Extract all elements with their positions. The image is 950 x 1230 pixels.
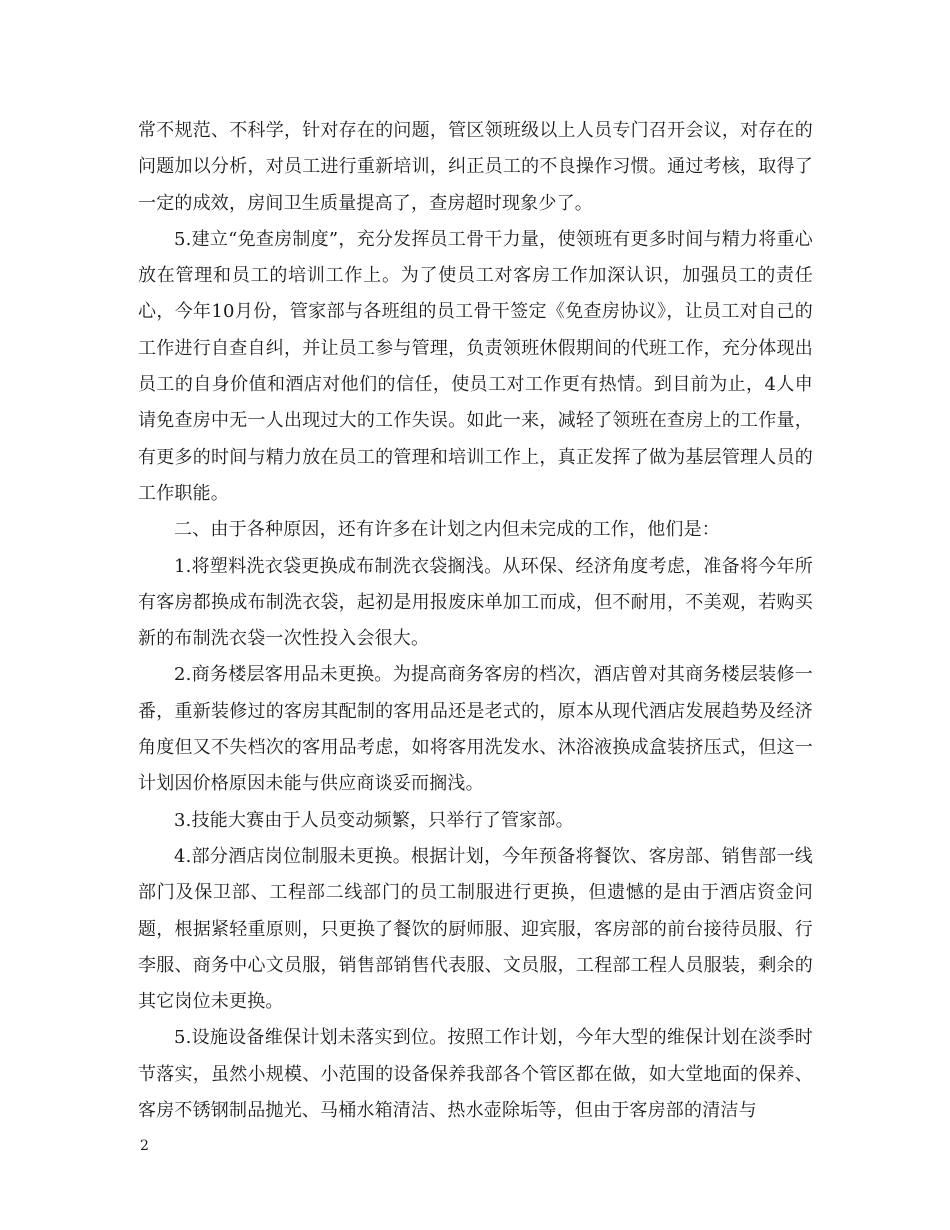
paragraph-item-3-skills-contest: 3.技能大赛由于人员变动频繁，只举行了管家部。	[174, 809, 574, 831]
paragraph-item-2-amenities: 2.商务楼层客用品未更换。为提高商务客房的档次，酒店曾对其商务楼层装修一番，重新装修过的客房其配制的客用品还是老式的，原本从现代酒店发展趋势及经济角度但又不失档次的客用品考虑，如将客用洗发水、沐浴液换成盒装挤压式，但这一计划因价格原因未能与供应商谈妥而搁浅。	[138, 664, 813, 795]
page-number: 2	[140, 1138, 149, 1154]
section-heading-2: 二、由于各种原因，还有许多在计划之内但未完成的工作，他们是：	[174, 519, 720, 541]
paragraph-item-5-inspection-exemption: 5.建立“免查房制度”，充分发挥员工骨干力量，使领班有更多时间与精力将重心放在管理和员工的培训工作上。为了使员工对客房工作加深认识，加强员工的责任心，今年10月份，管家部与各班组的员工骨干签定《免查房协议》，让员工对自己的工作进行自查自纠，并让员工参与管理，负责领班休假期间的代班工作，充分体现出员工的自身价值和酒店对他们的信任，使员工对工作更有热情。到目前为止，4人申请免查房中无一人出现过大的工作失误。如此一来，减轻了领班在查房上的工作量，有更多的时间与精力放在员工的管理和培训工作上，真正发挥了做为基层管理人员的工作职能。	[138, 228, 813, 504]
body-text	[138, 113, 813, 1129]
paragraph-item-1-laundry-bags: 1.将塑料洗衣袋更换成布制洗衣袋搁浅。从环保、经济角度考虑，准备将今年所有客房都换成布制洗衣袋，起初是用报废床单加工而成，但不耐用，不美观，若购买新的布制洗衣袋一次性投入会很大。	[138, 555, 813, 650]
paragraph-item-4-uniforms: 4.部分酒店岗位制服未更换。根据计划，今年预备将餐饮、客房部、销售部一线部门及保卫部、工程部二线部门的员工制服进行更换，但遗憾的是由于酒店资金问题，根据紧轻重原则，只更换了餐饮的厨师服、迎宾服，客房部的前台接待员服、行李服、商务中心文员服，销售部销售代表服、文员服，工程部工程人员服装，剩余的其它岗位未更换。	[138, 845, 813, 1013]
paragraph-continuation: 常不规范、不科学，针对存在的问题，管区领班级以上人员专门召开会议，对存在的问题加以分析，对员工进行重新培训，纠正员工的不良操作习惯。通过考核，取得了一定的成效，房间卫生质量提高了，查房超时现象少了。	[138, 120, 813, 214]
paragraph-item-5-maintenance: 5.设施设备维保计划未落实到位。按照工作计划，今年大型的维保计划在淡季时节落实，虽然小规模、小范围的设备保养我部各个管区都在做，如大堂地面的保养、客房不锈钢制品抛光、马桶水箱清洁、热水壶除垢等，但由于客房部的清洁与	[138, 1027, 813, 1122]
